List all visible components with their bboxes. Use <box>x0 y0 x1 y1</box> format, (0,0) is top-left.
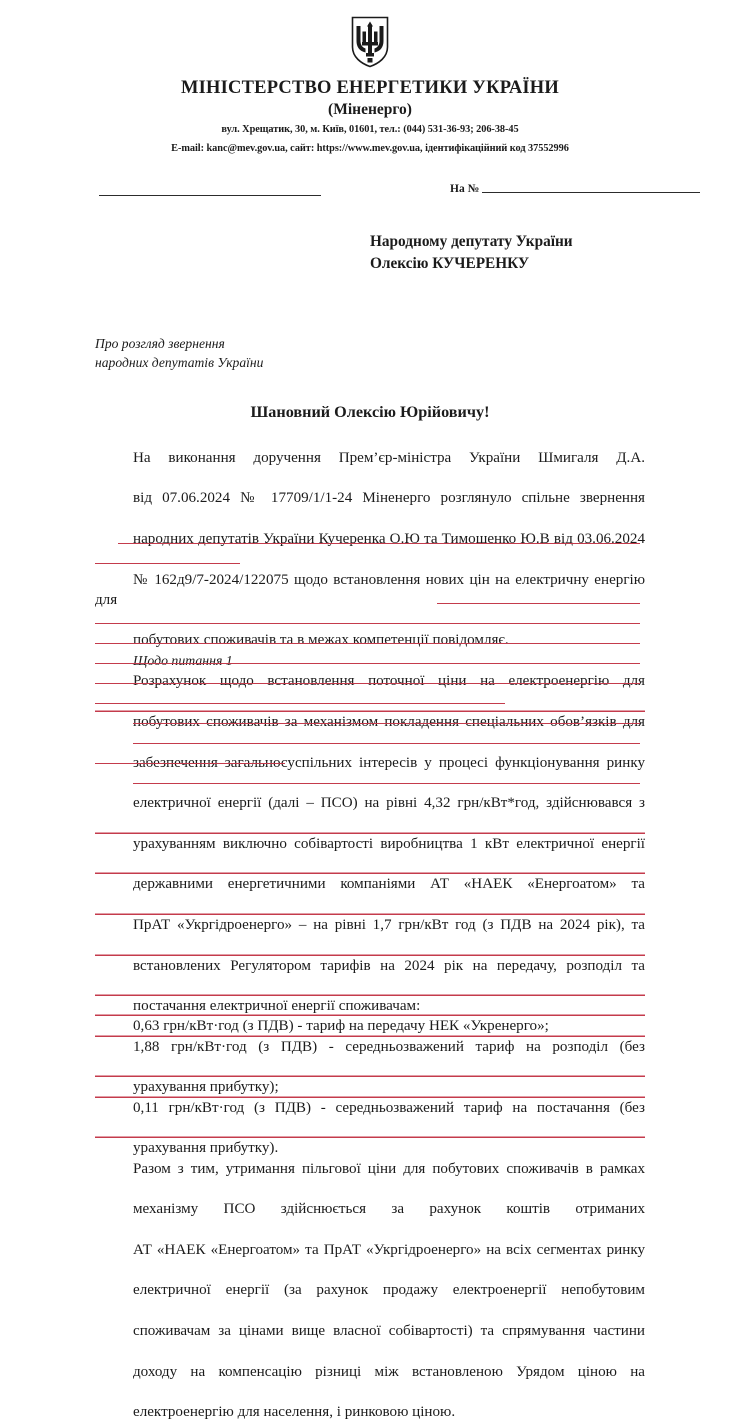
subject-block <box>95 335 645 373</box>
paragraph-tariff-basis <box>95 671 645 1016</box>
question-label: Щодо питання 1 <box>133 652 233 668</box>
incoming-reference-label: На № <box>450 182 480 195</box>
tariff-line: урахування прибутку); <box>95 1077 645 1097</box>
body-line: механізму ПСО здійснюється за рахунок коштів отриманих <box>133 1201 645 1218</box>
body-line-highlighted: Розрахунок щодо встановлення поточної ціни на електроенергію для <box>95 671 645 712</box>
body-line: електричної енергії (за рахунок продажу електроенергії непобутовим <box>133 1282 645 1299</box>
tariff-line: 1,88 грн/кВт·год (з ПДВ) - середньозважений тариф на розподіл (без <box>95 1037 645 1078</box>
subject-line-2: народних депутатів України <box>95 355 264 371</box>
reference-row <box>95 179 645 213</box>
organization-short-name: (Міненерго) <box>328 101 412 119</box>
body-line-highlighted: побутових споживачів за механізмом покладення спеціальних обов’язків для <box>133 714 645 731</box>
body-line: народних депутатів України Кучеренка О.Ю та Тимошенко Ю.В від 03.06.2024 <box>133 530 645 547</box>
incoming-number-field[interactable] <box>482 192 700 193</box>
body-line-highlighted: ПрАТ «Укргідроенерго» – на рівні 1,7 грн/кВт год (з ПДВ на 2024 рік), та <box>95 915 645 956</box>
body-line-highlighted: встановлених Регулятором тарифів на 2024 рік на передачу, розподіл та <box>95 956 645 997</box>
subject-line-1: Про розгляд звернення <box>95 336 225 352</box>
tariff-item-distribution <box>95 1037 645 1098</box>
body-line: АТ «НАЕК «Енергоатом» та ПрАТ «Укргідроенерго» на всіх сегментах ринку <box>133 1241 645 1258</box>
organization-contact: E-mail: kanc@mev.gov.ua, сайт: https://www.mev.gov.ua, ідентифікаційний код 37552996 <box>171 143 569 154</box>
tariff-line: урахування прибутку). <box>133 1140 279 1157</box>
outgoing-number-field[interactable] <box>99 195 321 196</box>
body-line: Разом з тим, утримання пільгової ціни для побутових споживачів в рамках <box>133 1160 645 1177</box>
letter-body <box>95 448 645 1422</box>
body-line: електроенергію для населення, і ринковою ціною. <box>133 1404 456 1421</box>
organization-address: вул. Хрещатик, 30, м. Київ, 01601, тел.: (044) 531-36-93; 206-38-45 <box>221 124 519 136</box>
incoming-reference-group <box>450 183 700 195</box>
body-line-highlighted: електричної енергії (далі – ПСО) на рівні 4,32 грн/кВт*год, здійснювався з <box>95 793 645 834</box>
tariff-line: 0,11 грн/кВт·год (з ПДВ) - середньозважений тариф на постачання (без <box>95 1098 645 1139</box>
salutation: Шановний Олексію Юрійовичу! <box>250 402 490 421</box>
body-line: забезпечення загальносуспільних інтересів у процесі функціонування ринку <box>133 754 645 771</box>
addressee-block <box>370 231 645 275</box>
body-line: доходу на компенсацію різниці між встановленою Урядом ціною на <box>133 1363 645 1380</box>
body-line: споживачам за цінами вище власної собівартості) та спрямування частини <box>133 1322 645 1339</box>
body-line: від 07.06.2024 № 17709/1/1-24 Міненерго розглянуло спільне звернення <box>133 490 645 507</box>
tariff-line: 0,63 грн/кВт·год (з ПДВ) - тариф на передачу НЕК «Укренерго»; <box>95 1016 645 1036</box>
body-line-highlighted: постачання електричної енергії споживачам: <box>95 996 645 1016</box>
coat-of-arms-container <box>95 0 645 68</box>
body-line: На виконання доручення Прем’єр-міністра України Шмигаля Д.А. <box>133 449 645 466</box>
addressee-line-1: Народному депутату України <box>370 232 573 250</box>
body-line-highlighted: урахуванням виключно собівартості виробництва 1 кВт електричної енергії <box>95 834 645 875</box>
tariff-item-supply <box>95 1098 645 1159</box>
ukraine-coat-of-arms-trident-icon <box>351 16 389 68</box>
body-line: № 162д9/7-2024/122075 щодо встановлення нових цін на електричну енергію для <box>95 571 645 608</box>
tariff-item-transmission <box>95 1016 645 1036</box>
paragraph-intro <box>95 448 645 651</box>
body-line-highlighted: державними енергетичними компаніями АТ «НАЕК «Енергоатом» та <box>95 874 645 915</box>
body-line: побутових споживачів та в межах компетенції повідомляє. <box>133 632 509 649</box>
paragraph-subsidy-mechanism <box>95 1159 645 1422</box>
organization-name: МІНІСТЕРСТВО ЕНЕРГЕТИКИ УКРАЇНИ <box>181 78 559 98</box>
addressee-line-2: Олексію КУЧЕРЕНКУ <box>370 255 530 273</box>
